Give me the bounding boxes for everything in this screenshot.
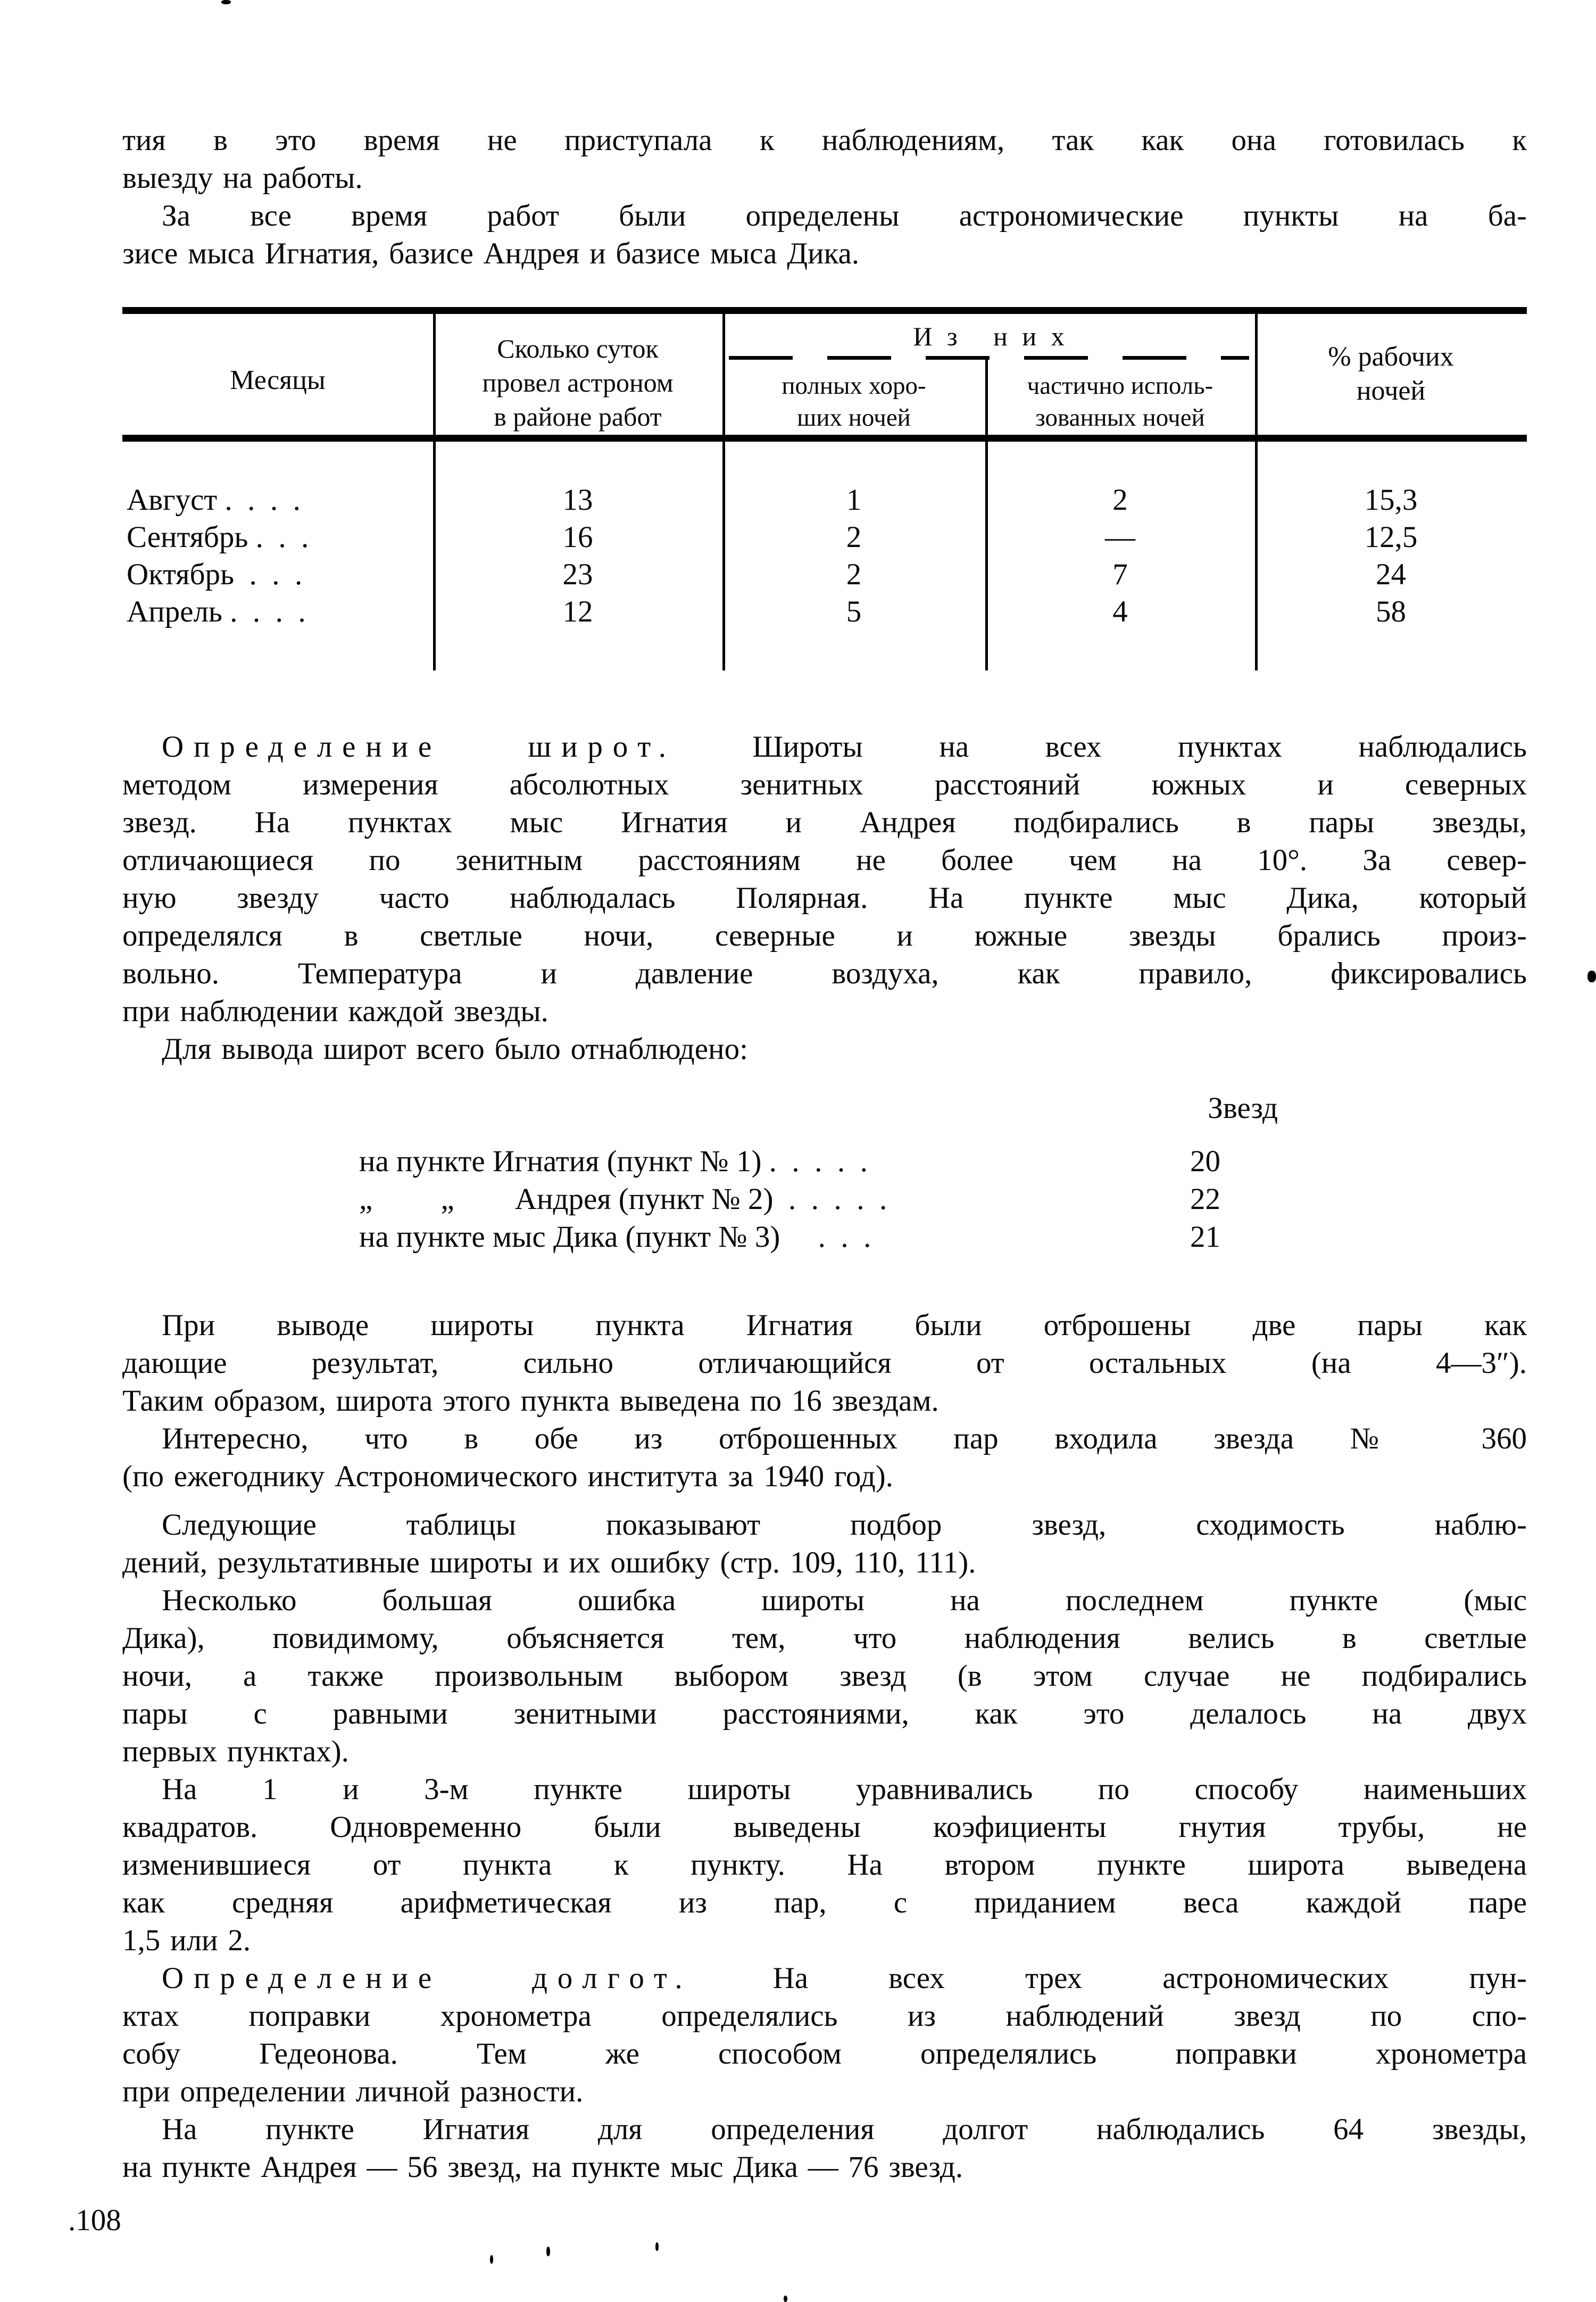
ink-speck	[784, 2296, 787, 2302]
table-cell: Апрель . . . .	[127, 595, 306, 628]
text-line: провел астроном	[482, 368, 674, 398]
table-cell: 24	[1376, 558, 1406, 591]
star-list-item-value: 20	[1190, 1145, 1220, 1178]
ink-speck	[655, 2242, 659, 2251]
table-cell: Сентябрь . . .	[127, 520, 309, 554]
text-line: выезду на работы.	[122, 161, 363, 195]
table-header-rule	[122, 435, 1527, 442]
observation-nights-table	[122, 307, 1527, 674]
paragraph-adjustment	[122, 1770, 1527, 1959]
page-number: .108	[68, 2204, 121, 2237]
star-count-unit-label: Звезд	[1208, 1091, 1278, 1125]
table-header-partial-nights	[988, 370, 1252, 434]
star-list-item	[0, 1182, 1596, 1220]
star-list-item-label: на пункте мыс Дика (пункт № 3) . . .	[359, 1220, 871, 1254]
ink-speck	[546, 2247, 550, 2256]
table-row	[122, 520, 1527, 557]
table-row	[122, 483, 1527, 520]
table-top-rule	[122, 307, 1527, 314]
text-line: отличающиеся по зенитным расстояниям не более чем на 10°. За север-	[122, 843, 1527, 877]
text-line: дающие результат, сильно отличающийся от остальных (на 4—3″).	[122, 1346, 1527, 1380]
star-list-item-value: 22	[1190, 1182, 1220, 1216]
ink-speck	[1587, 971, 1596, 982]
ink-speck	[490, 2255, 493, 2264]
table-cell: 15,3	[1364, 483, 1418, 517]
text-line: ную звезду часто наблюдалась Полярная. На пункте мыс Дика, который	[122, 881, 1527, 915]
table-cell: 5	[846, 595, 862, 628]
text-line: звезд. На пунктах мыс Игнатия и Андрея подбирались в пары звезды,	[122, 806, 1527, 839]
table-cell: 1	[846, 483, 862, 517]
text-line: полных хоро-	[782, 372, 926, 400]
text-line: при определении личной разности.	[122, 2075, 584, 2108]
text-line: Несколько большая ошибка широты на последнем пункте (мыс	[162, 1584, 1527, 1617]
text-line: как средняя арифметическая из пар, с приданием веса каждой паре	[122, 1886, 1527, 1919]
text-line: собу Гедеонова. Тем же способом определялись поправки хронометра	[122, 2037, 1527, 2071]
text-line: Дика), повидимому, объясняется тем, что наблюдения велись в светлые	[122, 1621, 1527, 1655]
letterspaced-heading: Определение долгот.	[162, 1961, 693, 1995]
table-cell: 16	[562, 520, 593, 554]
table-header-days	[438, 332, 717, 434]
paragraph-basis	[122, 197, 1527, 272]
table-row	[122, 594, 1527, 632]
paragraph-interesting	[122, 1420, 1527, 1495]
text-line: пары с равными зенитными расстояниями, как это делалось на двух	[122, 1697, 1527, 1730]
text-line: квадратов. Одновременно были выведены коэфициенты гнутия трубы, не	[122, 1810, 1527, 1844]
text-line: на пункте Андрея — 56 звезд, на пункте мыс Дика — 76 звезд.	[122, 2150, 963, 2184]
paragraph-discarded	[122, 1306, 1527, 1420]
table-cell: Октябрь . . .	[127, 558, 303, 591]
table-of-them-dashed-rule	[729, 356, 1249, 360]
star-list-item-value: 21	[1190, 1220, 1220, 1254]
table-cell: 2	[1112, 483, 1128, 517]
table-cell: Август . . . .	[127, 483, 301, 517]
text-line: За все время работ были определены астрономические пункты на ба-	[162, 199, 1527, 233]
text-line: ночи, а также произвольным выбором звезд (в этом случае не подбирались	[122, 1659, 1527, 1693]
text-line: зисе мыса Игнатия, базисе Андрея и базисе мыса Дика.	[122, 237, 860, 270]
letterspaced-heading: Определение широт.	[162, 730, 676, 764]
text-line: ночей	[1356, 376, 1426, 406]
paragraph-intro	[122, 121, 1527, 197]
paragraph-final	[122, 2110, 1527, 2186]
text-line: Таким образом, широта этого пункта выведена по 16 звездам.	[122, 1384, 939, 1418]
star-list-item-label: на пункте Игнатия (пункт № 1) . . . . .	[359, 1145, 868, 1178]
table-cell: 23	[562, 558, 593, 591]
text-line: вольно. Температура и давление воздуха, как правило, фиксировались	[122, 957, 1527, 990]
table-cell: 12,5	[1364, 520, 1418, 554]
text-line: 1,5 или 2.	[122, 1924, 251, 1957]
table-row	[122, 557, 1527, 594]
paragraph-longitudes	[122, 1959, 1527, 2110]
text-line: Следующие таблицы показывают подбор звезд, сходимость наблю-	[162, 1508, 1527, 1542]
text-line: На 1 и 3-м пункте широты уравнивались по способу наименьших	[162, 1773, 1527, 1806]
text-line: дений, результативные широты и их ошибку (стр. 109, 110, 111).	[122, 1546, 976, 1579]
text-line: % рабочих	[1328, 342, 1454, 372]
table-cell: 12	[562, 595, 593, 628]
text-line: Определение долгот. На всех трех астрономических пун-	[162, 1961, 1527, 1995]
paragraph-latitudes	[122, 728, 1527, 1068]
text-line: ктах поправки хронометра определялись из наблюдений звезд по спо-	[122, 1999, 1527, 2033]
text-line: изменившиеся от пункта к пункту. На втором пункте широта выведена	[122, 1848, 1527, 1882]
text-line: определялся в светлые ночи, северные и южные звезды брались произ-	[122, 919, 1527, 953]
text-line: в районе работ	[494, 402, 662, 432]
text-line: при наблюдении каждой звезды.	[122, 995, 548, 1028]
text-line: Сколько суток	[497, 334, 659, 363]
text-line: На пункте Игнатия для определения долгот наблюдались 64 звезды,	[162, 2113, 1527, 2146]
table-header-of-them: Из них	[913, 321, 1079, 351]
table-cell: 2	[846, 558, 862, 591]
table-header-percent	[1255, 340, 1527, 408]
star-list-item-label: „ „ Андрея (пункт № 2) . . . . .	[359, 1182, 887, 1216]
text-line: Интересно, что в обе из отброшенных пар входила звезда № 360	[162, 1422, 1527, 1455]
text-line: тия в это время не приступала к наблюдениям, так как она готовилась к	[122, 123, 1527, 157]
text-line: Определение широт. Широты на всех пунктах наблюдались	[162, 730, 1527, 764]
paragraph-larger-error	[122, 1581, 1527, 1770]
star-list-item	[0, 1144, 1596, 1182]
text-line: методом измерения абсолютных зенитных расстояний южных и северных	[122, 768, 1527, 801]
text-line: (по ежегоднику Астрономического института за 1940 год).	[122, 1460, 894, 1493]
table-cell: 7	[1112, 558, 1128, 591]
text-line: При выводе широты пункта Игнатия были отброшены две пары как	[162, 1309, 1527, 1342]
table-cell: —	[1105, 520, 1135, 554]
table-header-months: Месяцы	[230, 365, 326, 395]
star-count-list	[0, 1144, 1596, 1261]
text-line: первых пунктах).	[122, 1735, 349, 1768]
table-cell: 58	[1376, 595, 1406, 628]
star-list-item	[0, 1220, 1596, 1257]
table-header-full-nights	[725, 370, 983, 434]
text-line: ших ночей	[797, 404, 911, 432]
table-cell: 2	[846, 520, 862, 554]
text-line: частично исполь-	[1027, 372, 1213, 400]
ink-speck	[221, 0, 231, 4]
text-line: зованных ночей	[1035, 404, 1205, 432]
table-cell: 13	[562, 483, 593, 517]
table-cell: 4	[1112, 595, 1128, 628]
paragraph-tables-note	[122, 1506, 1527, 1581]
text-line: Для вывода широт всего было отнаблюдено:	[162, 1032, 748, 1066]
